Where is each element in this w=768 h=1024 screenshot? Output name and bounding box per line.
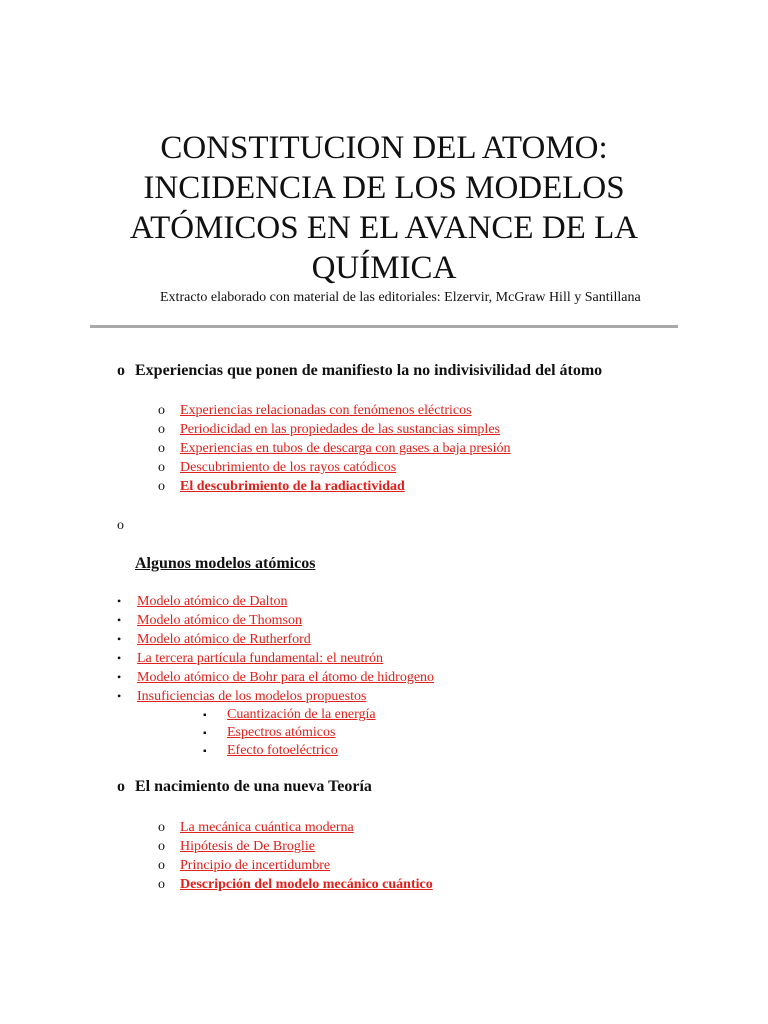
section-heading-label: Experiencias que ponen de manifiesto la no indivisivilidad del átomo [135,362,603,379]
link-experiencias-electricos[interactable]: Experiencias relacionadas con fenómenos eléctricos [180,403,472,418]
link-insuficiencias[interactable]: Insuficiencias de los modelos propuestos [137,689,367,704]
document-title [0,128,768,288]
list-item [203,723,376,741]
list-item [158,837,433,856]
list-item [203,741,376,759]
section-heading-nueva-teoria [117,778,372,796]
list-item [158,477,511,496]
list-item [158,856,433,875]
hollow-bullet-icon: o [158,479,165,494]
dot-bullet-icon: • [117,594,122,608]
nueva-teoria-list [158,818,433,894]
section-heading-experiencias [117,362,602,380]
link-mecanica-cuantica[interactable]: La mecánica cuántica moderna [180,820,354,835]
list-item [117,687,434,706]
hollow-bullet-icon: o [117,362,125,379]
list-item [158,458,511,477]
title-line: INCIDENCIA DE LOS MODELOS [143,170,625,206]
square-bullet-icon: ▪ [203,746,207,757]
experiencias-list [158,401,511,496]
link-modelo-mecanico-cuantico[interactable]: Descripción del modelo mecánico cuántico [180,877,433,892]
hollow-bullet-icon: o [158,403,165,418]
link-dalton[interactable]: Modelo atómico de Dalton [137,594,288,609]
link-radiactividad[interactable]: El descubrimiento de la radiactividad [180,479,405,494]
hollow-bullet-icon: o [158,422,165,437]
link-thomson[interactable]: Modelo atómico de Thomson [137,613,302,628]
link-rayos-catodicos[interactable]: Descubrimiento de los rayos catódicos [180,460,397,475]
hollow-bullet-icon: o [117,518,124,533]
section-heading-label: El nacimiento de una nueva Teoría [135,778,372,795]
link-rutherford[interactable]: Modelo atómico de Rutherford [137,632,311,647]
list-item [158,420,511,439]
list-item [117,611,434,630]
horizontal-divider [90,325,678,328]
link-espectros[interactable]: Espectros atómicos [227,725,336,740]
dot-bullet-icon: • [117,632,122,646]
hollow-bullet-icon: o [158,877,165,892]
link-neutron[interactable]: La tercera partícula fundamental: el neutrón [137,651,384,666]
dot-bullet-icon: • [117,651,122,665]
list-item [117,630,434,649]
modelos-list [117,592,434,706]
dot-bullet-icon: • [117,670,122,684]
subtitle: Extracto elaborado con material de las editoriales: Elzervir, McGraw Hill y Santillana [160,290,641,305]
square-bullet-icon: ▪ [203,710,207,721]
hollow-bullet-icon: o [158,441,165,456]
link-tubos-descarga[interactable]: Experiencias en tubos de descarga con gases a baja presión [180,441,511,456]
link-periodicidad[interactable]: Periodicidad en las propiedades de las sustancias simples [180,422,500,437]
hollow-bullet-icon: o [158,460,165,475]
list-item [158,439,511,458]
hollow-bullet-icon: o [117,778,125,795]
list-item [158,875,433,894]
link-bohr[interactable]: Modelo atómico de Bohr para el átomo de hidrogeno [137,670,435,685]
square-bullet-icon: ▪ [203,728,207,739]
list-item [117,668,434,687]
title-line: QUÍMICA [311,250,457,286]
list-item [203,705,376,723]
list-item [158,401,511,420]
section-heading-modelos: Algunos modelos atómicos [135,555,316,572]
hollow-bullet-icon: o [158,839,165,854]
title-line: ATÓMICOS EN EL AVANCE DE LA [129,210,639,246]
dot-bullet-icon: • [117,613,122,627]
hollow-bullet-icon: o [158,858,165,873]
hollow-bullet-icon: o [158,820,165,835]
link-incertidumbre[interactable]: Principio de incertidumbre [180,858,331,873]
insuficiencias-sublist [203,705,376,759]
link-cuantizacion[interactable]: Cuantización de la energía [227,707,376,722]
dot-bullet-icon: • [117,689,122,703]
list-item [158,818,433,837]
link-de-broglie[interactable]: Hipótesis de De Broglie [180,839,315,854]
link-fotoelectrico[interactable]: Efecto fotoeléctrico [227,743,338,758]
title-line: CONSTITUCION DEL ATOMO: [160,130,608,166]
list-item [117,649,434,668]
list-item [117,592,434,611]
